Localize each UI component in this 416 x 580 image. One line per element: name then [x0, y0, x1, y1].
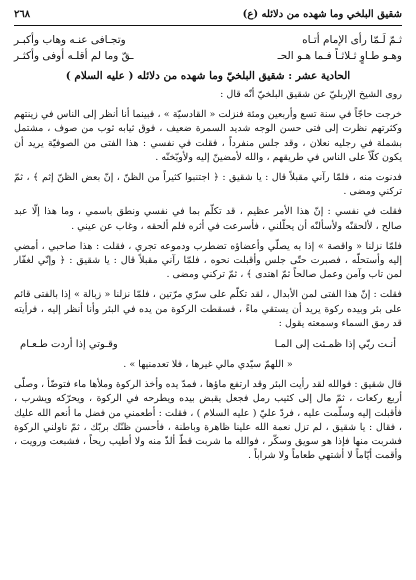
poem-hemistich-left: وقـوتي إذا أردت طـعـام: [20, 339, 118, 351]
paragraph: روى الشيخ الإربليّ عن شقيق البلخيّ أنّه قال :: [220, 89, 402, 100]
verse-hemistich-left: وتجـافى عنـه وهاب وأكبـر: [14, 34, 126, 46]
page-number: ٢٦٨: [14, 8, 31, 20]
header-divider: [14, 25, 402, 26]
verse-hemistich-left: ـقّ وما لم أقلـه أوفى وأكثـر: [14, 50, 134, 62]
paragraph: فقلت في نفسي : إنّ هذا الأمر عظيم ، قد تكلّم بما في نفسي ونطق باسمي ، وما هذا إلّا عبد صالح ، لألحقنّه ولأسألنّه أن يحلّلني ، فأسرعت في أثره فلم ألحقه ، وغاب عن عيني .: [14, 206, 402, 232]
verse-line: [14, 32, 402, 48]
poem-hemistich-right: أنـت ربّي إذا ظمـئت إلى المـا: [274, 339, 396, 351]
verse-hemistich-right: ثـمّ لَـمّا رأى الإمام أتـاه: [302, 34, 402, 46]
paragraph: فقلت : إنّ هذا الفتى لمن الأبدال ، لقد تكلّم على سرّي مرّتين ، فلمّا نزلنا « زبالة » إذا بالفتى قائم على بئر وبيده ركوة يريد أن يستقي ماءً ، فسقطت الركوة من يده في البئر وأنا أنظر إليه ، فرأيته قد رمق السماء وسمعته يقول :: [14, 289, 402, 329]
prayer-line: « اللهمّ سيّدي مالي غيرها ، فلا تعدمنيها » .: [123, 359, 293, 371]
running-title: شقيق البلخي وما شهده من دلائله (ع): [242, 8, 402, 20]
paragraph: خرجت حاجّاً في سنة تسع وأربعين ومئة فنزلت « القادسيّة » ، فبينما أنا أنظر إلى الناس في زينتهم وكثرتهم نظرت إلى فتى حسن الوجه شديد السمرة ضعيف ، فوق ثيابه ثوب من صوف ، مشتمل بشملة في رجليه نعلان ، وقد جلس منفرداً ، فقلت في نفسي : هذا الفتى من الصوفيّة يريد أن يكون كلّاً على الناس في طريقهم ، والله لأمضينّ إليه ولأوبّخنّه .: [14, 109, 402, 163]
paragraph: فلمّا نزلنا « واقصة » إذا به يصلّي وأعضاؤه تضطرب ودموعه تجري ، فقلت : هذا صاحبي ، أمضي إليه وأستحلّه ، فصبرت حتّى جلس وأقبلت نحوه ، فلمّا رآني مقبلاً قال : يا شقيق : ﴿ وإنّي لغفّار لمن تاب وآمن وعمل صالحاً ثمّ اهتدى ﴾ ، ثمّ تركني ومضى .: [14, 240, 402, 281]
page-header: [14, 6, 402, 22]
paragraph: فدنوت منه ، فلمّا رآني مقبلاً قال : يا شقيق : ﴿ اجتنبوا كثيراً من الظنّ ، إنّ بعض الظنّ إثم ﴾ ، ثمّ تركني ومضى .: [14, 172, 402, 198]
poem-verse: [20, 337, 396, 352]
verse-hemistich-right: وهـو طـاوٍ ثـلاثـاً فـما هـو الحـ: [277, 50, 402, 62]
intro-verse: [14, 32, 402, 64]
verse-line: [14, 48, 402, 64]
section-heading: الحادية عشر : شقيق البلخيّ وما شهده من دلائله ( عليه السلام ): [65, 70, 351, 82]
final-paragraph: قال شقيق : فوالله لقد رأيت البئر وقد ارتفع ماؤها ، فمدّ يده وأخذ الركوة وملأها ماء فتوضّأ ، وصلّى أربع ركعات ، ثمّ مال إلى كثيب رمل فجعل يقبض بيده ويطرحه في الركوة ، ويحرّكه ويشرب ، فأقبلت إليه وسلّمت عليه ، فردّ عليّ ( عليه السلام ) ، فقلت : أطعمني من فضل ما أنعم الله عليك ، فقال : يا شقيق ، لم تزل نعمة الله علينا ظاهرة وباطنة ، فأحسن ظنّك بربّك ، ثمّ ناولني الركوة فشربت منها فإذا هو سويق وسكّر ، فوالله ما شربت قطّ ألذّ منه ولا أطيب ريحاً ، فشبعت ورويت ، وأقمت أيّاماً لا أشتهي طعاماً ولا شراباً .: [14, 379, 402, 462]
